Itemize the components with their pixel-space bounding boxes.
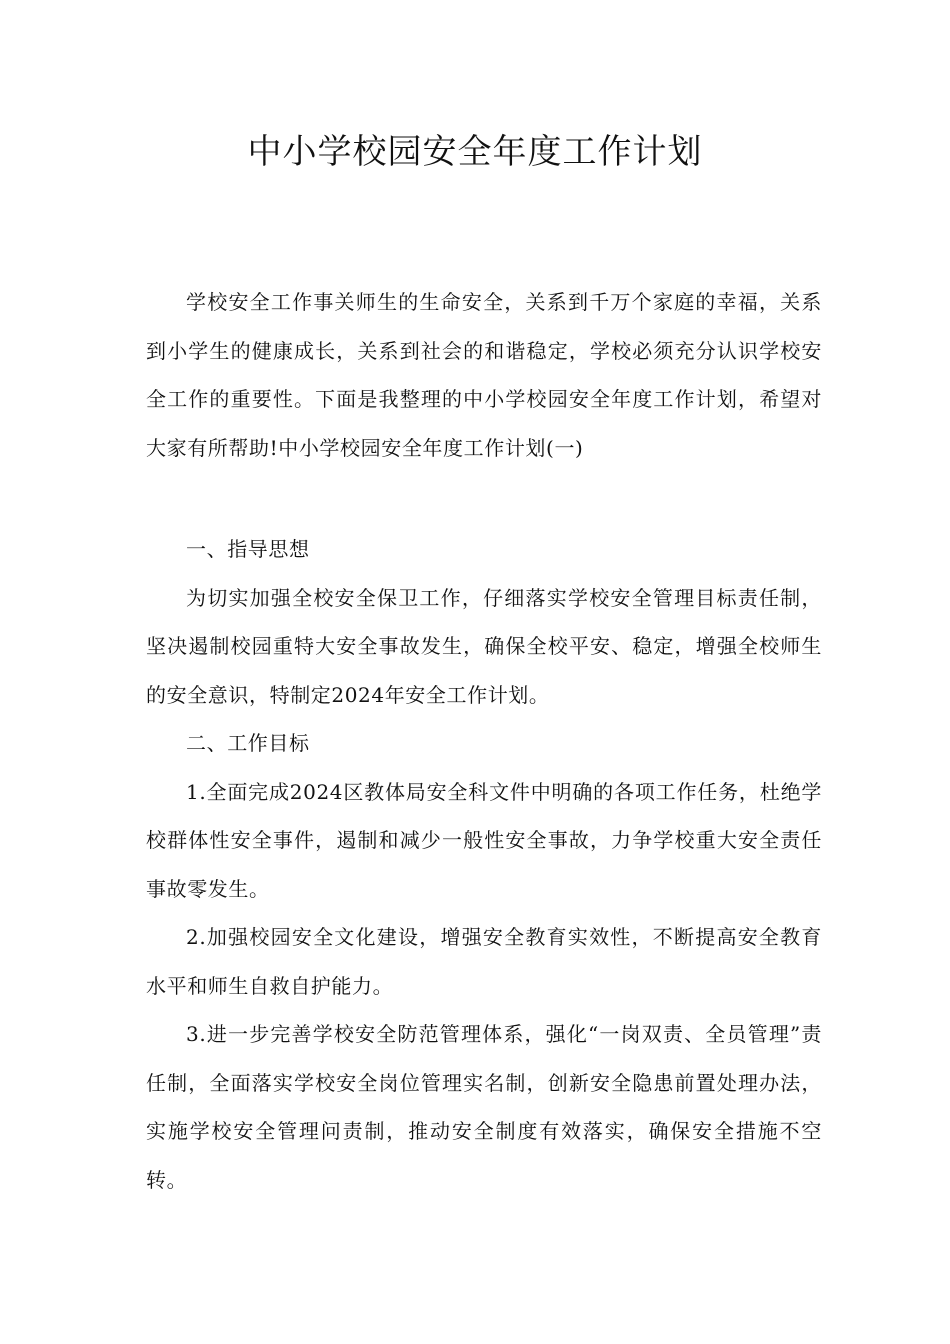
section-heading-guiding-ideology: 一、指导思想 bbox=[186, 537, 310, 561]
section-heading-work-goals: 二、工作目标 bbox=[186, 731, 310, 755]
goal-item-3: 3.进一步完善学校安全防范管理体系，强化“一岗双责、全员管理”责任制，全面落实学校安全岗位管理实名制，创新安全隐患前置处理办法，实施学校安全管理问责制，推动安全制度有效落实，确保安全措施不空转。 bbox=[146, 1022, 822, 1192]
document-title: 中小学校园安全年度工作计划 bbox=[247, 132, 703, 172]
intro-block bbox=[146, 278, 822, 472]
goal-item-1: 1.全面完成2024区教体局安全科文件中明确的各项工作任务，杜绝学校群体性安全事件，遏制和减少一般性安全事故，力争学校重大安全责任事故零发生。 bbox=[146, 779, 822, 901]
goal-item-2: 2.加强校园安全文化建设，增强安全教育实效性，不断提高安全教育水平和师生自救自护能力。 bbox=[146, 925, 822, 998]
content-block bbox=[146, 525, 822, 1204]
intro-paragraph: 学校安全工作事关师生的生命安全，关系到千万个家庭的幸福，关系到小学生的健康成长，关系到社会的和谐稳定，学校必须充分认识学校安全工作的重要性。下面是我整理的中小学校园安全年度工作计划，希望对大家有所帮助!中小学校园安全年度工作计划(一) bbox=[146, 290, 822, 460]
section-paragraph-guiding-ideology: 为切实加强全校安全保卫工作，仔细落实学校安全管理目标责任制，坚决遏制校园重特大安全事故发生，确保全校平安、稳定，增强全校师生的安全意识，特制定2024年安全工作计划。 bbox=[146, 585, 822, 707]
